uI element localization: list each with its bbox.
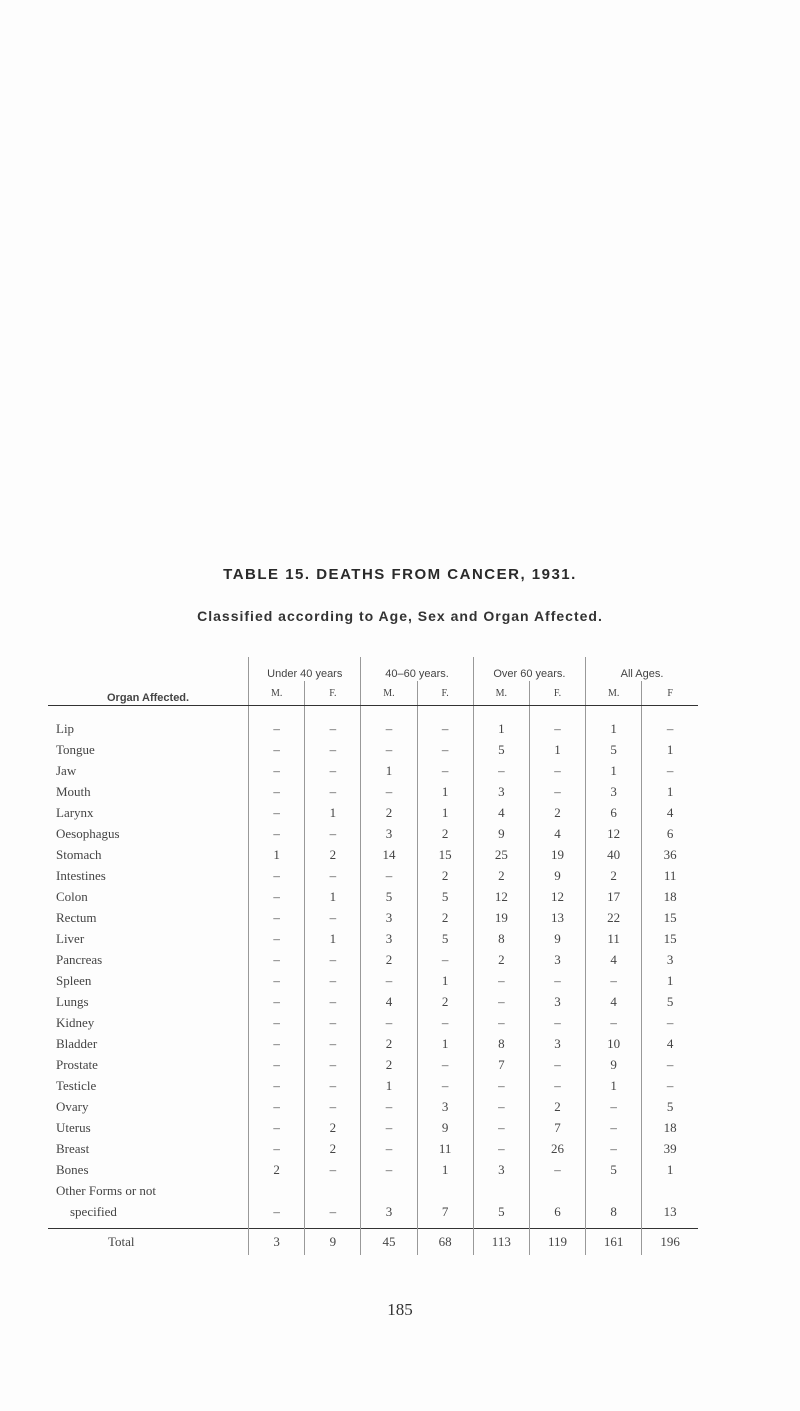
value-cell: – bbox=[529, 781, 585, 802]
empty-cell bbox=[642, 1180, 698, 1201]
group-header-over-60: Over 60 years. bbox=[473, 657, 585, 681]
value-cell: 3 bbox=[529, 991, 585, 1012]
value-cell: 1 bbox=[417, 1159, 473, 1180]
value-cell: – bbox=[473, 991, 529, 1012]
value-cell: – bbox=[305, 781, 361, 802]
organ-label: Rectum bbox=[56, 909, 97, 925]
value-cell: 15 bbox=[642, 928, 698, 949]
empty-cell bbox=[473, 1180, 529, 1201]
value-cell: – bbox=[305, 949, 361, 970]
value-cell: – bbox=[417, 1012, 473, 1033]
value-cell: – bbox=[249, 802, 305, 823]
value-cell: 4 bbox=[529, 823, 585, 844]
value-cell: – bbox=[249, 1096, 305, 1117]
value-cell: – bbox=[249, 1201, 305, 1222]
value-cell: 15 bbox=[642, 907, 698, 928]
value-cell: – bbox=[305, 1201, 361, 1222]
table-row bbox=[48, 1138, 698, 1159]
organ-label: Liver bbox=[56, 930, 85, 946]
cancer-deaths-table bbox=[48, 657, 698, 1255]
value-cell: – bbox=[361, 1096, 417, 1117]
table-row bbox=[48, 1075, 698, 1096]
value-cell: – bbox=[305, 823, 361, 844]
value-cell: 1 bbox=[417, 802, 473, 823]
value-cell: 9 bbox=[473, 823, 529, 844]
value-cell: 1 bbox=[361, 1075, 417, 1096]
value-cell: 5 bbox=[586, 1159, 642, 1180]
value-cell: – bbox=[529, 1012, 585, 1033]
value-cell: 6 bbox=[529, 1201, 585, 1222]
value-cell: 1 bbox=[417, 781, 473, 802]
value-cell: – bbox=[361, 1012, 417, 1033]
group-header-40-60: 40–60 years. bbox=[361, 657, 473, 681]
value-cell: 1 bbox=[642, 781, 698, 802]
value-cell: 2 bbox=[361, 949, 417, 970]
value-cell: 8 bbox=[473, 1033, 529, 1054]
value-cell: 5 bbox=[417, 928, 473, 949]
value-cell: 17 bbox=[586, 886, 642, 907]
value-cell: – bbox=[529, 1054, 585, 1075]
organ-label: Larynx bbox=[56, 804, 94, 820]
table-row-other-forms bbox=[48, 1180, 698, 1201]
value-cell: 22 bbox=[586, 907, 642, 928]
value-cell: – bbox=[249, 1033, 305, 1054]
value-cell: 5 bbox=[586, 739, 642, 760]
table-row bbox=[48, 802, 698, 823]
value-cell: – bbox=[305, 970, 361, 991]
value-cell: 3 bbox=[642, 949, 698, 970]
value-cell: – bbox=[249, 781, 305, 802]
value-cell: 2 bbox=[529, 802, 585, 823]
value-cell: – bbox=[249, 970, 305, 991]
sex-header: M. bbox=[249, 681, 305, 706]
value-cell: – bbox=[249, 1138, 305, 1159]
value-cell: – bbox=[529, 970, 585, 991]
value-cell: – bbox=[249, 718, 305, 739]
value-cell: – bbox=[305, 1159, 361, 1180]
value-cell: 12 bbox=[473, 886, 529, 907]
value-cell: – bbox=[417, 718, 473, 739]
value-cell: 15 bbox=[417, 844, 473, 865]
value-cell: 2 bbox=[305, 844, 361, 865]
group-header-all-ages: All Ages. bbox=[586, 657, 698, 681]
empty-cell bbox=[305, 1180, 361, 1201]
value-cell: 19 bbox=[473, 907, 529, 928]
table-body bbox=[48, 706, 698, 1256]
organ-label-line2: specified bbox=[70, 1203, 117, 1219]
value-cell: 3 bbox=[417, 1096, 473, 1117]
table-row bbox=[48, 1054, 698, 1075]
value-cell: – bbox=[305, 1075, 361, 1096]
organ-label: Oesophagus bbox=[56, 825, 120, 841]
value-cell: 11 bbox=[417, 1138, 473, 1159]
value-cell: – bbox=[249, 1075, 305, 1096]
value-cell: 19 bbox=[529, 844, 585, 865]
organ-label: Stomach bbox=[56, 846, 102, 862]
sex-header: M. bbox=[473, 681, 529, 706]
organ-label: Spleen bbox=[56, 972, 92, 988]
total-value-cell: 3 bbox=[249, 1229, 305, 1256]
value-cell: – bbox=[305, 739, 361, 760]
value-cell: – bbox=[249, 1117, 305, 1138]
value-cell: – bbox=[642, 1012, 698, 1033]
value-cell: 4 bbox=[586, 949, 642, 970]
empty-cell bbox=[249, 1180, 305, 1201]
value-cell: – bbox=[305, 865, 361, 886]
value-cell: – bbox=[642, 718, 698, 739]
value-cell: – bbox=[586, 970, 642, 991]
value-cell: – bbox=[249, 928, 305, 949]
value-cell: 3 bbox=[529, 949, 585, 970]
value-cell: 3 bbox=[361, 928, 417, 949]
value-cell: 3 bbox=[361, 1201, 417, 1222]
value-cell: 5 bbox=[473, 739, 529, 760]
sex-header: M. bbox=[586, 681, 642, 706]
organ-label: Lip bbox=[56, 720, 75, 736]
value-cell: 8 bbox=[473, 928, 529, 949]
value-cell: 5 bbox=[417, 886, 473, 907]
organ-label: Kidney bbox=[56, 1014, 95, 1030]
value-cell: – bbox=[361, 970, 417, 991]
value-cell: 2 bbox=[305, 1117, 361, 1138]
value-cell: – bbox=[529, 718, 585, 739]
table-row bbox=[48, 1117, 698, 1138]
value-cell: – bbox=[417, 1075, 473, 1096]
table-row bbox=[48, 991, 698, 1012]
value-cell: 13 bbox=[529, 907, 585, 928]
value-cell: 7 bbox=[417, 1201, 473, 1222]
empty-cell bbox=[361, 1180, 417, 1201]
value-cell: 9 bbox=[586, 1054, 642, 1075]
value-cell: – bbox=[249, 949, 305, 970]
value-cell: 9 bbox=[529, 928, 585, 949]
value-cell: 9 bbox=[529, 865, 585, 886]
value-cell: 5 bbox=[642, 991, 698, 1012]
organ-label: Bones bbox=[56, 1161, 89, 1177]
table-row bbox=[48, 739, 698, 760]
value-cell: – bbox=[305, 907, 361, 928]
table-row bbox=[48, 865, 698, 886]
value-cell: 5 bbox=[473, 1201, 529, 1222]
value-cell: – bbox=[249, 739, 305, 760]
value-cell: – bbox=[473, 1096, 529, 1117]
value-cell: – bbox=[417, 1054, 473, 1075]
organ-label: Uterus bbox=[56, 1119, 91, 1135]
page-number: 185 bbox=[387, 1300, 413, 1319]
total-value-cell: 161 bbox=[586, 1229, 642, 1256]
value-cell: – bbox=[361, 718, 417, 739]
table-row bbox=[48, 928, 698, 949]
value-cell: 5 bbox=[642, 1096, 698, 1117]
organ-label: Ovary bbox=[56, 1098, 89, 1114]
value-cell: 2 bbox=[473, 865, 529, 886]
value-cell: – bbox=[473, 1012, 529, 1033]
table-row bbox=[48, 970, 698, 991]
value-cell: – bbox=[249, 760, 305, 781]
value-cell: – bbox=[305, 1033, 361, 1054]
table-row-total bbox=[48, 1229, 698, 1256]
total-value-cell: 119 bbox=[529, 1229, 585, 1256]
table-row bbox=[48, 1033, 698, 1054]
value-cell: 1 bbox=[305, 802, 361, 823]
value-cell: – bbox=[473, 1117, 529, 1138]
value-cell: 1 bbox=[642, 1159, 698, 1180]
table-row bbox=[48, 1159, 698, 1180]
value-cell: 25 bbox=[473, 844, 529, 865]
value-cell: – bbox=[249, 823, 305, 844]
value-cell: – bbox=[361, 1117, 417, 1138]
value-cell: – bbox=[417, 949, 473, 970]
organ-label: Mouth bbox=[56, 783, 91, 799]
value-cell: – bbox=[305, 760, 361, 781]
value-cell: – bbox=[586, 1096, 642, 1117]
value-cell: – bbox=[361, 739, 417, 760]
empty-cell bbox=[586, 1180, 642, 1201]
value-cell: – bbox=[305, 1054, 361, 1075]
value-cell: – bbox=[305, 1096, 361, 1117]
value-cell: 1 bbox=[642, 739, 698, 760]
value-cell: 1 bbox=[417, 1033, 473, 1054]
value-cell: 4 bbox=[642, 802, 698, 823]
organ-label: Bladder bbox=[56, 1035, 98, 1051]
value-cell: 1 bbox=[249, 844, 305, 865]
table-row bbox=[48, 844, 698, 865]
value-cell: 3 bbox=[473, 781, 529, 802]
table-row bbox=[48, 1096, 698, 1117]
value-cell: 2 bbox=[417, 991, 473, 1012]
value-cell: 10 bbox=[586, 1033, 642, 1054]
total-label: Total bbox=[48, 1229, 249, 1256]
value-cell: – bbox=[361, 1159, 417, 1180]
value-cell: – bbox=[473, 970, 529, 991]
value-cell: 40 bbox=[586, 844, 642, 865]
value-cell: – bbox=[249, 865, 305, 886]
value-cell: 26 bbox=[529, 1138, 585, 1159]
value-cell: 7 bbox=[473, 1054, 529, 1075]
value-cell: – bbox=[642, 1054, 698, 1075]
value-cell: – bbox=[473, 1138, 529, 1159]
value-cell: 3 bbox=[473, 1159, 529, 1180]
table-row bbox=[48, 718, 698, 739]
organ-label: Testicle bbox=[56, 1077, 97, 1093]
value-cell: – bbox=[529, 1159, 585, 1180]
value-cell: 2 bbox=[417, 823, 473, 844]
value-cell: 4 bbox=[586, 991, 642, 1012]
value-cell: – bbox=[417, 760, 473, 781]
sex-header: F. bbox=[305, 681, 361, 706]
value-cell: – bbox=[249, 991, 305, 1012]
spacer-row bbox=[48, 706, 698, 719]
value-cell: 1 bbox=[305, 886, 361, 907]
value-cell: 6 bbox=[642, 823, 698, 844]
total-value-cell: 9 bbox=[305, 1229, 361, 1256]
value-cell: 2 bbox=[305, 1138, 361, 1159]
sex-header: F. bbox=[529, 681, 585, 706]
organ-label: Breast bbox=[56, 1140, 90, 1156]
value-cell: – bbox=[361, 781, 417, 802]
value-cell: 2 bbox=[361, 1054, 417, 1075]
cancer-deaths-table-wrapper bbox=[48, 657, 698, 1255]
value-cell: 18 bbox=[642, 886, 698, 907]
value-cell: 36 bbox=[642, 844, 698, 865]
organ-label-line1: Other Forms or not bbox=[56, 1182, 157, 1198]
value-cell: – bbox=[417, 739, 473, 760]
value-cell: 6 bbox=[586, 802, 642, 823]
value-cell: 8 bbox=[586, 1201, 642, 1222]
value-cell: 2 bbox=[586, 865, 642, 886]
table-row bbox=[48, 781, 698, 802]
total-value-cell: 113 bbox=[473, 1229, 529, 1256]
table-row bbox=[48, 907, 698, 928]
value-cell: – bbox=[361, 865, 417, 886]
value-cell: 9 bbox=[417, 1117, 473, 1138]
value-cell: 1 bbox=[642, 970, 698, 991]
value-cell: 1 bbox=[586, 718, 642, 739]
value-cell: – bbox=[249, 886, 305, 907]
table-subtitle: Classified according to Age, Sex and Organ Affected. bbox=[197, 608, 603, 624]
table-row bbox=[48, 949, 698, 970]
value-cell: 5 bbox=[361, 886, 417, 907]
value-cell: – bbox=[249, 907, 305, 928]
sex-header: F. bbox=[417, 681, 473, 706]
table-row-other-forms-values bbox=[48, 1201, 698, 1222]
organ-header: Organ Affected. bbox=[48, 657, 249, 706]
value-cell: – bbox=[642, 760, 698, 781]
value-cell: 1 bbox=[473, 718, 529, 739]
value-cell: – bbox=[305, 991, 361, 1012]
value-cell: – bbox=[642, 1075, 698, 1096]
value-cell: – bbox=[305, 1012, 361, 1033]
value-cell: 13 bbox=[642, 1201, 698, 1222]
organ-label: Prostate bbox=[56, 1056, 98, 1072]
value-cell: – bbox=[529, 1075, 585, 1096]
value-cell: 1 bbox=[417, 970, 473, 991]
organ-label: Jaw bbox=[56, 762, 77, 778]
value-cell: 2 bbox=[361, 1033, 417, 1054]
value-cell: 11 bbox=[586, 928, 642, 949]
value-cell: 7 bbox=[529, 1117, 585, 1138]
value-cell: 4 bbox=[642, 1033, 698, 1054]
value-cell: 2 bbox=[529, 1096, 585, 1117]
value-cell: – bbox=[305, 718, 361, 739]
value-cell: 2 bbox=[361, 802, 417, 823]
table-title: TABLE 15. DEATHS FROM CANCER, 1931. bbox=[223, 566, 577, 583]
value-cell: 2 bbox=[249, 1159, 305, 1180]
table-row bbox=[48, 760, 698, 781]
value-cell: 11 bbox=[642, 865, 698, 886]
value-cell: 14 bbox=[361, 844, 417, 865]
value-cell: 4 bbox=[361, 991, 417, 1012]
value-cell: – bbox=[586, 1117, 642, 1138]
value-cell: – bbox=[586, 1012, 642, 1033]
total-value-cell: 196 bbox=[642, 1229, 698, 1256]
sex-header: F bbox=[642, 681, 698, 706]
value-cell: – bbox=[586, 1138, 642, 1159]
group-header-under-40: Under 40 years bbox=[249, 657, 361, 681]
sex-header: M. bbox=[361, 681, 417, 706]
value-cell: 2 bbox=[473, 949, 529, 970]
value-cell: 39 bbox=[642, 1138, 698, 1159]
table-row bbox=[48, 823, 698, 844]
value-cell: 2 bbox=[417, 907, 473, 928]
organ-label: Lungs bbox=[56, 993, 89, 1009]
total-value-cell: 68 bbox=[417, 1229, 473, 1256]
empty-cell bbox=[529, 1180, 585, 1201]
value-cell: 3 bbox=[529, 1033, 585, 1054]
empty-cell bbox=[417, 1180, 473, 1201]
value-cell: 1 bbox=[305, 928, 361, 949]
value-cell: 1 bbox=[586, 1075, 642, 1096]
value-cell: 1 bbox=[361, 760, 417, 781]
value-cell: – bbox=[529, 760, 585, 781]
total-value-cell: 45 bbox=[361, 1229, 417, 1256]
value-cell: 18 bbox=[642, 1117, 698, 1138]
value-cell: 2 bbox=[417, 865, 473, 886]
value-cell: 4 bbox=[473, 802, 529, 823]
value-cell: 3 bbox=[361, 907, 417, 928]
organ-label: Pancreas bbox=[56, 951, 103, 967]
value-cell: 1 bbox=[529, 739, 585, 760]
value-cell: 12 bbox=[529, 886, 585, 907]
value-cell: 3 bbox=[361, 823, 417, 844]
value-cell: – bbox=[473, 760, 529, 781]
value-cell: 12 bbox=[586, 823, 642, 844]
value-cell: – bbox=[473, 1075, 529, 1096]
table-row bbox=[48, 886, 698, 907]
organ-label: Colon bbox=[56, 888, 88, 904]
organ-label: Intestines bbox=[56, 867, 106, 883]
value-cell: – bbox=[249, 1012, 305, 1033]
value-cell: – bbox=[249, 1054, 305, 1075]
table-row bbox=[48, 1012, 698, 1033]
value-cell: – bbox=[361, 1138, 417, 1159]
value-cell: 1 bbox=[586, 760, 642, 781]
value-cell: 3 bbox=[586, 781, 642, 802]
organ-label: Tongue bbox=[56, 741, 95, 757]
